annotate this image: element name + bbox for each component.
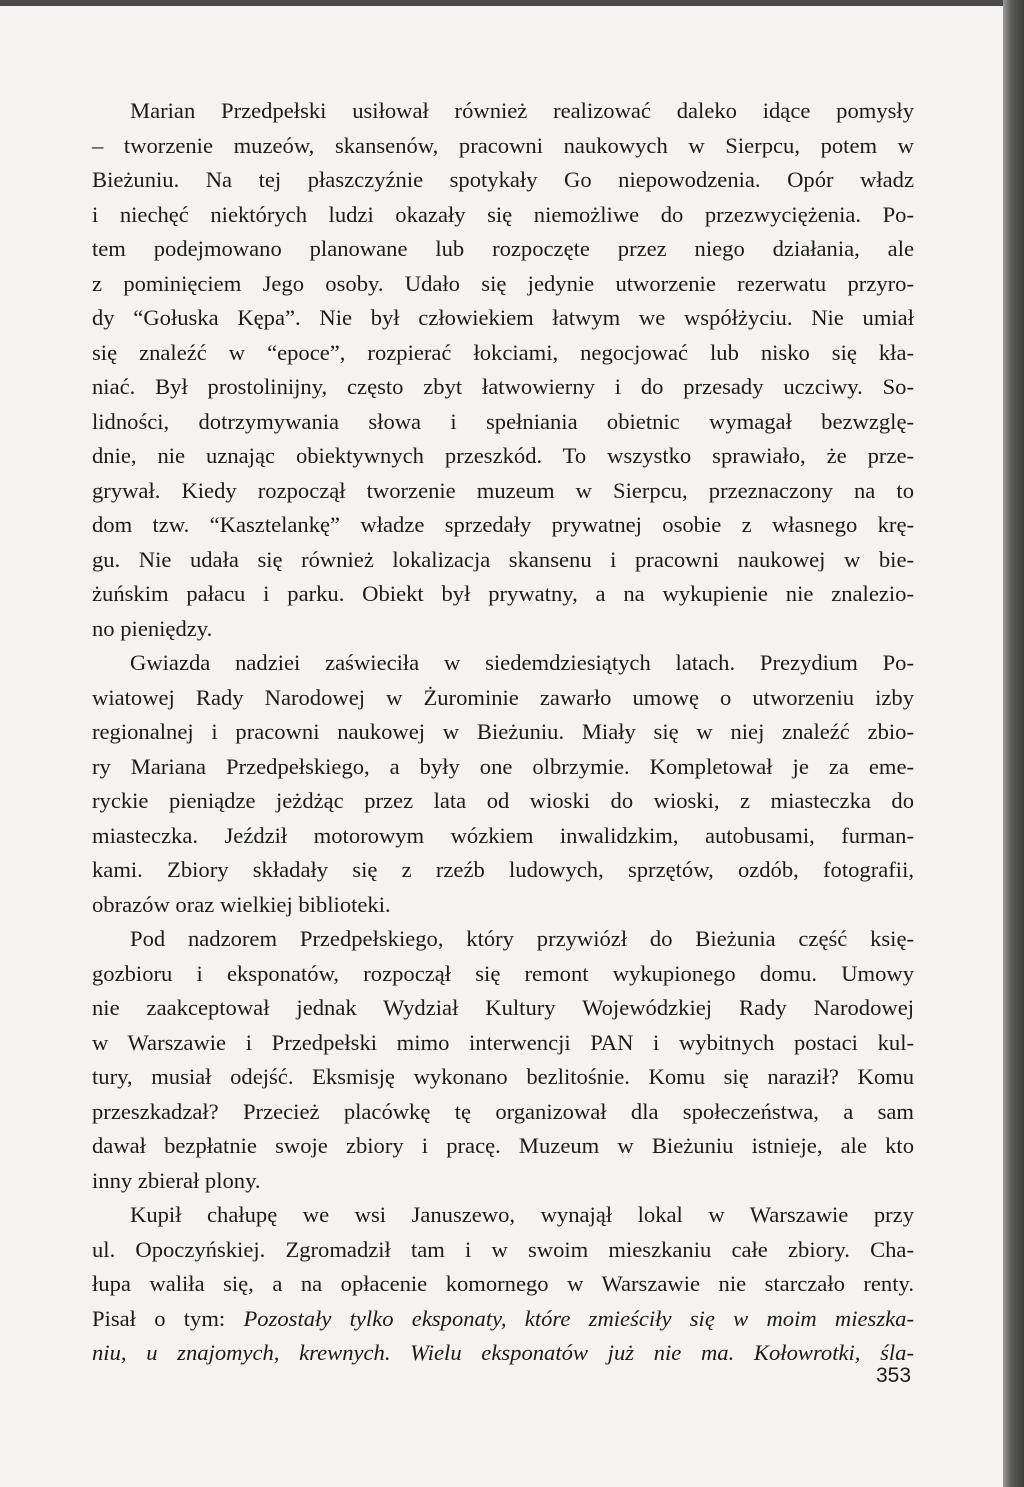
text-line: Bieżuniu. Na tej płaszczyźnie spotykały Go niepowodzenia. Opór władz [92,167,914,192]
text-line-mixed [92,1302,914,1337]
text-line: tem podejmowano planowane lub rozpoczęte przez niego działania, ale [92,236,914,261]
paragraph [92,1198,914,1371]
text-line: Kupił chałupę we wsi Januszewo, wynajął lokal w Warszawie przy [130,1202,914,1227]
paragraph [92,94,914,646]
text-line: no pieniędzy. [92,615,213,641]
text-line: dy “Gołuska Kępa”. Nie był człowiekiem łatwym we współżyciu. Nie umiał [92,305,914,330]
paragraph [92,646,914,922]
text-line: tury, musiał odejść. Eksmisję wykonano bezlitośnie. Komu się naraził? Komu [92,1064,914,1089]
quote-italic: Pozostały tylko eksponaty, które zmieściły się w moim mieszka- [243,1305,914,1331]
text-line: w Warszawie i Przedpełski mimo interwencji PAN i wybitnych postaci kul- [92,1029,914,1055]
text-line: gu. Nie udała się również lokalizacja skansenu i pracowni naukowej w bie- [92,546,914,572]
text-roman: Pisał o tym: [92,1305,244,1331]
text-line: i niechęć niektórych ludzi okazały się niemożliwe do przezwyciężenia. Po- [92,201,914,227]
text-line: inny zbierał plony. [92,1167,261,1193]
text-line: grywał. Kiedy rozpoczął tworzenie muzeum w Sierpcu, przeznaczony na to [92,477,914,503]
text-line: miasteczka. Jeździł motorowym wózkiem inwalidzkim, autobusami, furman- [92,822,914,848]
text-line: dawał bezpłatnie swoje zbiory i pracę. Muzeum w Bieżuniu istnieje, ale kto [92,1133,914,1158]
text-line: obrazów oraz wielkiej biblioteki. [92,891,391,917]
text-line: ryckie pieniądze jeżdżąc przez lata od wioski do wioski, z miasteczka do [92,788,914,813]
quote-italic-line: niu, u znajomych, krewnych. Wielu eksponatów już nie ma. Kołowrotki, śla- [92,1340,914,1365]
text-line: gozbioru i eksponatów, rozpoczął się remont wykupionego domu. Umowy [92,960,914,986]
text-line: z pominięciem Jego osoby. Udało się jedynie utworzenie rezerwatu przyro- [92,270,914,296]
text-line: kami. Zbiory składały się z rzeźb ludowych, sprzętów, ozdób, fotografii, [92,857,914,882]
text-line: – tworzenie muzeów, skansenów, pracowni naukowych w Sierpcu, potem w [92,132,914,158]
text-line: dom tzw. “Kasztelankę” władze sprzedały prywatnej osobie z własnego krę- [92,512,914,537]
text-line: regionalnej i pracowni naukowej w Bieżuniu. Miały się w niej znaleźć zbio- [92,719,914,744]
text-line: wiatowej Rady Narodowej w Żurominie zawarło umowę o utworzeniu izby [92,684,914,710]
body-text [92,94,914,1371]
text-line: ry Mariana Przedpełskiego, a były one olbrzymie. Kompletował je za eme- [92,753,914,779]
page-edge-shadow [1003,0,1024,1487]
text-line: przeszkadzał? Przecież placówkę tę organizował dla społeczeństwa, a sam [92,1098,914,1124]
text-line: niać. Był prostolinijny, często zbyt łatwowierny i do przesady uczciwy. So- [92,374,914,399]
text-line: Gwiazda nadziei zaświeciła w siedemdziesiątych latach. Prezydium Po- [130,650,914,675]
page-number: 353 [876,1364,912,1387]
paragraph [92,922,914,1198]
text-line: Marian Przedpełski usiłował również realizować daleko idące pomysły [130,98,914,123]
text-line: łupa waliła się, a na opłacenie komornego w Warszawie nie starczało renty. [92,1271,914,1296]
text-line: Pod nadzorem Przedpełskiego, który przywiózł do Bieżunia część księ- [130,926,914,951]
text-line: ul. Opoczyńskiej. Zgromadził tam i w swoim mieszkaniu całe zbiory. Cha- [92,1236,914,1262]
text-line: żuńskim pałacu i parku. Obiekt był prywatny, a na wykupienie nie znalezio- [92,581,914,606]
text-line: się znaleźć w “epoce”, rozpierać łokciami, negocjować lub nisko się kła- [92,339,914,365]
text-line: dnie, nie uznając obiektywnych przeszkód. To wszystko sprawiało, że prze- [92,443,914,468]
text-line: nie zaakceptował jednak Wydział Kultury Wojewódzkiej Rady Narodowej [92,995,914,1020]
text-line: lidności, dotrzymywania słowa i spełniania obietnic wymagał bezwzglę- [92,408,914,434]
